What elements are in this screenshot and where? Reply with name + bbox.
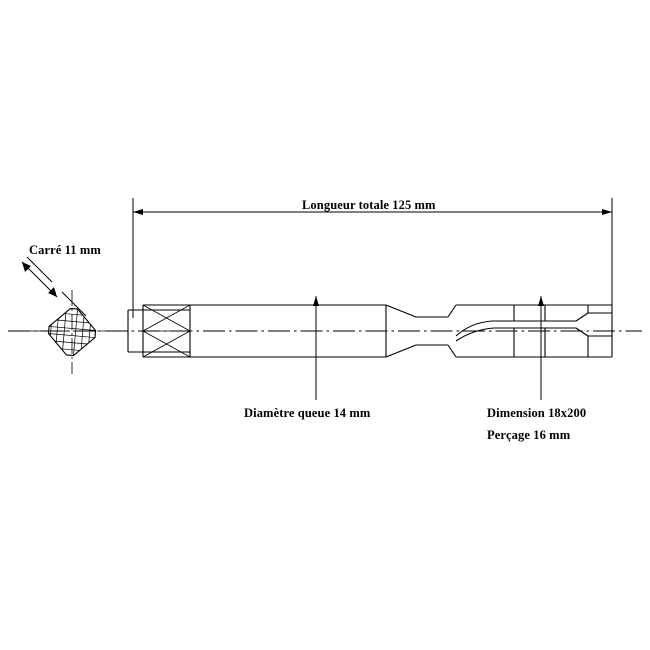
square-dimension xyxy=(22,257,86,316)
label-total-length: Longueur totale 125 mm xyxy=(302,198,436,212)
label-dimension: Dimension 18x200 xyxy=(487,406,587,420)
leader-lines xyxy=(313,296,544,400)
label-drilling: Perçage 16 mm xyxy=(487,428,571,442)
label-shank-diameter: Diamètre queue 14 mm xyxy=(244,406,371,420)
label-square-size: Carré 11 mm xyxy=(29,243,101,257)
